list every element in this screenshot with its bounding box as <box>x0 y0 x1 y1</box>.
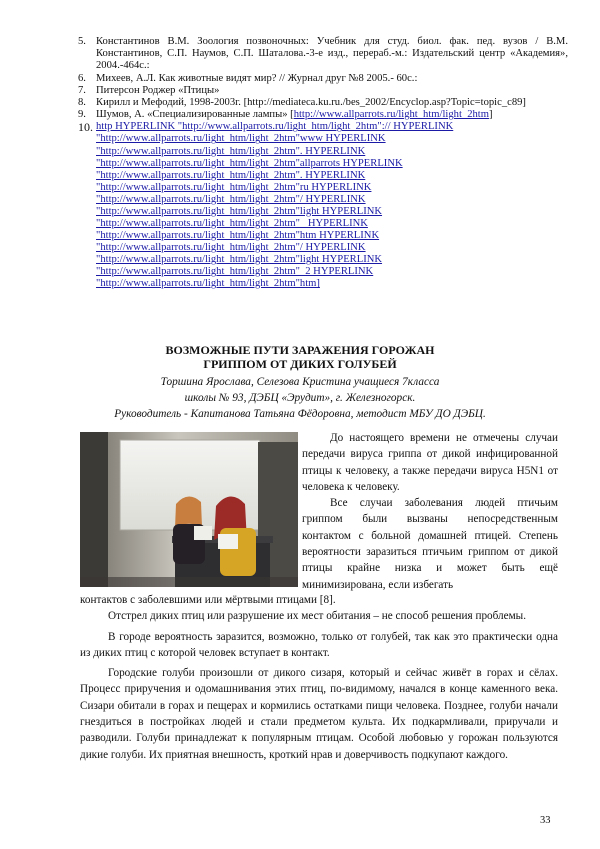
page-number: 33 <box>540 815 551 826</box>
hyperlink-line[interactable]: "http://www.allparrots.ru/light_htm/light_2htm"light HYPERLINK <box>96 205 383 217</box>
reference-item <box>78 36 568 73</box>
article-body <box>80 592 558 763</box>
reference-text: Михеев, А.Л. Как животные видят мир? // Журнал друг №8 2005.- 60с.: <box>96 72 418 84</box>
authors-line: Торшина Ярослава, Селезова Кристина учащиеся 7класса <box>160 376 440 388</box>
reference-list <box>78 36 568 290</box>
reference-link[interactable]: http://www.allparrots.ru/light_htm/light_2htm <box>293 109 489 121</box>
hyperlink-line[interactable]: "http://www.allparrots.ru/light_htm/light_2htm". HYPERLINK <box>96 169 366 181</box>
reference-text: Кирилл и Мефодий, 1998-2003г. [http://mediateca.ku.ru./bes_2002/Encyclop.asp?Topic=topic_c89] <box>96 97 526 109</box>
supervisor-line: Руководитель - Капитанова Татьяна Фёдоровна, методист МБУ ДО ДЭБЦ. <box>114 408 486 420</box>
reference-number: 8. <box>78 97 86 109</box>
reference-item <box>78 85 568 97</box>
hyperlink-line[interactable]: "http://www.allparrots.ru/light_htm/light_2htm"_ HYPERLINK <box>96 217 368 229</box>
reference-item-hyperlinks <box>78 121 568 290</box>
reference-text-end: ] <box>488 109 493 121</box>
article-title <box>60 343 540 371</box>
hyperlink-line[interactable]: "http://www.allparrots.ru/light_htm/light_2htm"www HYPERLINK <box>96 133 386 145</box>
paragraph: Городские голуби произошли от дикого сизаря, который и сейчас живёт в горах и сёлах. Процесс приручения и одомашнивания этих птиц, по-видимому, начался в конце каменного века. Сизари обитали в горах и пещерах и кормились остатками пищи человека. Позднее, голуби начали гнездиться в постройках людей и стали предметом культа. Их подкармливали, приручали и разводили. Голуби принадлежат к популярным птицам. Особой любовью у горожан пользуются дикие голуби. Их приятная внешность, кроткий нрав и доверчивость подкупают каждого. <box>80 667 558 761</box>
hyperlink-line[interactable]: "http://www.allparrots.ru/light_htm/light_2htm"htm HYPERLINK <box>96 229 380 241</box>
hyperlink-line[interactable]: "http://www.allparrots.ru/light_htm/light_2htm"allparrots HYPERLINK <box>96 157 403 169</box>
reference-item <box>78 109 568 121</box>
hyperlink-line[interactable]: "http://www.allparrots.ru/light_htm/light_2htm"ru HYPERLINK <box>96 181 372 193</box>
paragraph: До настоящего времени не отмечены случаи передачи вируса гриппа от дикой инфицированной птицы к человеку, а также передачи вируса H5N1 от человека к человеку. <box>302 432 558 493</box>
article-title-line: ВОЗМОЖНЫЕ ПУТИ ЗАРАЖЕНИЯ ГОРОЖАН <box>165 343 435 357</box>
reference-number: 6. <box>78 72 86 84</box>
hyperlink-line[interactable]: "http://www.allparrots.ru/light_htm/light_2htm"htm] <box>96 278 320 290</box>
hyperlink-line[interactable]: http HYPERLINK "http://www.allparrots.ru/light_htm/light_2htm":// HYPERLINK <box>96 121 454 133</box>
hyperlink-line[interactable]: "http://www.allparrots.ru/light_htm/light_2htm"_2 HYPERLINK <box>96 265 374 277</box>
reference-number: 5. <box>78 36 86 47</box>
paragraph: В городе вероятность заразится, возможно, только от голубей, так как это практически одна из диких птиц с которой человек вступает в контакт. <box>80 630 558 659</box>
hyperlink-line[interactable]: "http://www.allparrots.ru/light_htm/light_2htm"/ HYPERLINK <box>96 241 366 253</box>
article-column-text <box>302 430 558 593</box>
reference-number: 7. <box>78 84 86 96</box>
reference-text: Константинов В.М. Зоология позвоночных: Учебник для студ. биол. фак. пед. вузов / В.М. Константинов, С.П. Наумов, С.П. Шаталова.-3-е изд., перераб.-м.: Издательский центр «Академия», 2004.-464с.: <box>96 36 568 72</box>
authors-line: школы № 93, ДЭБЦ «Эрудит», г. Железногорск. <box>184 392 416 404</box>
reference-text: Питерсон Роджер «Птицы» <box>96 84 220 96</box>
reference-text: Шумов, А. «Специализированные лампы» [ <box>96 109 294 121</box>
paragraph: Отстрел диких птиц или разрушение их мест обитания – не способ решения проблемы. <box>108 610 526 623</box>
reference-item <box>78 97 568 109</box>
hyperlink-line[interactable]: "http://www.allparrots.ru/light_htm/light_2htm"light HYPERLINK <box>96 253 383 265</box>
hyperlink-line[interactable]: "http://www.allparrots.ru/light_htm/light_2htm". HYPERLINK <box>96 145 366 157</box>
article-authors <box>60 374 540 422</box>
article-title-line: ГРИППОМ ОТ ДИКИХ ГОЛУБЕЙ <box>203 357 397 371</box>
hyperlink-line[interactable]: "http://www.allparrots.ru/light_htm/light_2htm"/ HYPERLINK <box>96 193 366 205</box>
presentation-photo <box>80 432 298 587</box>
reference-item <box>78 73 568 85</box>
paragraph: Все случаи заболевания людей птичьим гриппом были вызваны непосредственным контактом с больной домашней птицей. Степень вероятности заразиться птичьим гриппом от дикой птицы крайне низка и может быть ещё минимизирована, если избегать <box>302 497 558 591</box>
paragraph-continuation: контактов с заболевшими или мёртвыми птицами [8]. <box>80 594 336 606</box>
reference-number: 9. <box>78 109 86 121</box>
reference-number: 10. <box>78 120 93 135</box>
